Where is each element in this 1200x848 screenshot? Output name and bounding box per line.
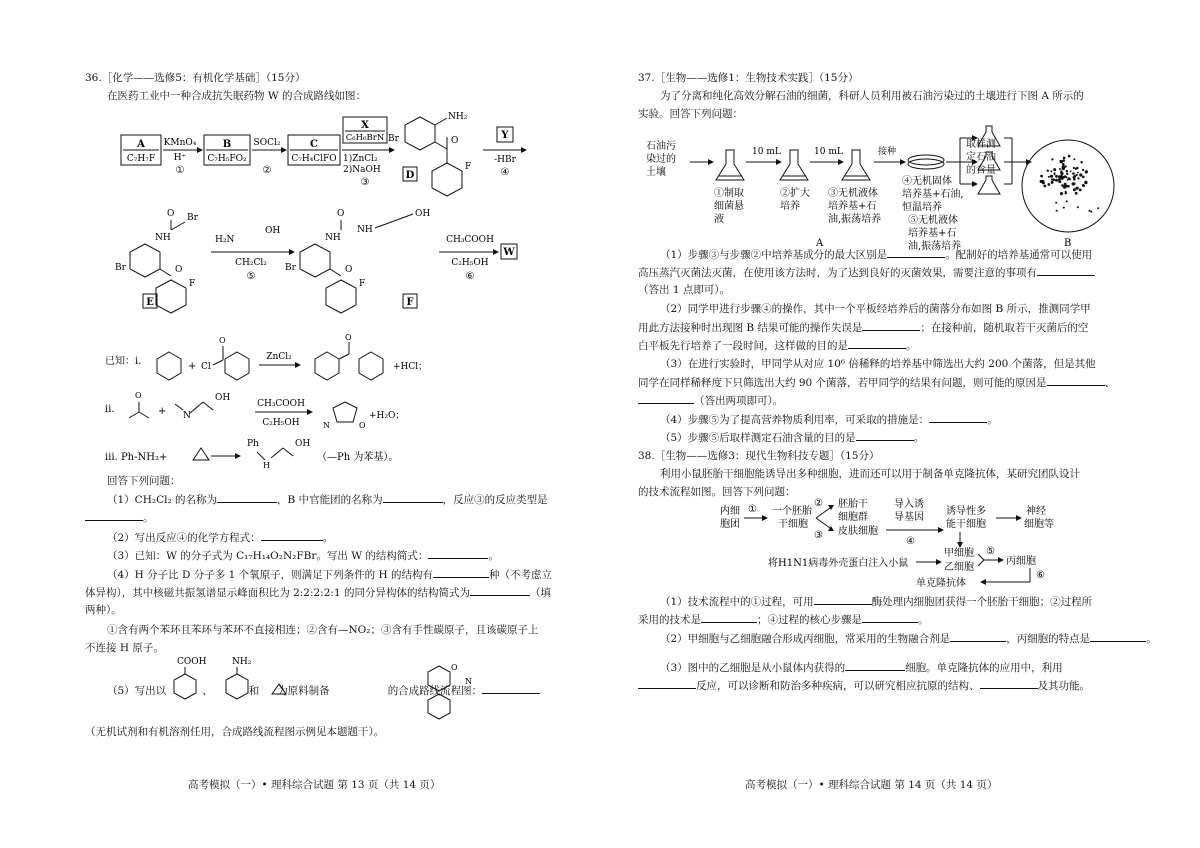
- svg-text:+: +: [158, 406, 167, 417]
- svg-text:导入诱: 导入诱: [894, 499, 924, 510]
- svg-text:O: O: [359, 421, 366, 430]
- compound-C-formula: C₇H₄ClFO: [291, 154, 337, 164]
- q37-2-line3: 白平板先行培养了一段时间，这样做的目的是 。: [638, 340, 917, 352]
- compound-B-label: B: [222, 139, 232, 150]
- colony-dot: [1080, 174, 1082, 176]
- svg-text:ⅲ. Ph-NH₂+: ⅲ. Ph-NH₂+: [105, 452, 168, 463]
- blank[interactable]: [887, 247, 945, 258]
- svg-text:OH: OH: [265, 226, 281, 236]
- svg-text:神经: 神经: [1026, 506, 1046, 517]
- colony-dot: [1064, 183, 1067, 186]
- svg-text:⑤: ⑤: [986, 546, 995, 557]
- svg-text:皮肤细胞: 皮肤细胞: [838, 526, 878, 537]
- q37-1-line3: （答出 1 点即可）。: [638, 284, 731, 296]
- svg-text:+: +: [188, 361, 197, 372]
- q37-3-line2: 同学在同样稀释度下只筛选出大约 90 个菌落，若甲同学的结果有问题，则可能的原因是 、: [638, 377, 1116, 389]
- known-reactions: [85, 332, 565, 472]
- svg-text:接种: 接种: [878, 147, 897, 157]
- blank[interactable]: [261, 530, 323, 541]
- colony-dot: [1058, 180, 1061, 183]
- q37-2-line1: （2）同学甲进行步骤④的操作，其中一个平板经培养后的菌落分布如图 B 所示，推测同学甲: [660, 303, 1091, 315]
- reagent-5-amine: H₂N: [215, 235, 235, 245]
- svg-text:Cl: Cl: [201, 362, 211, 372]
- colony-dot: [1053, 168, 1056, 171]
- blank[interactable]: [470, 585, 530, 596]
- svg-text:Br: Br: [285, 263, 296, 273]
- svg-text:导基因: 导基因: [894, 512, 924, 523]
- colony-dot: [1055, 179, 1058, 182]
- compound-X-label: X: [361, 120, 369, 131]
- q36-2: （2）写出反应④的化学方程式： 。: [107, 532, 334, 544]
- compound-X-formula: C₆H₆BrN: [345, 133, 385, 143]
- svg-text:Br: Br: [187, 213, 198, 223]
- svg-text:F: F: [465, 162, 472, 172]
- svg-text:C₂H₅OH: C₂H₅OH: [262, 418, 300, 428]
- svg-text:②: ②: [814, 498, 823, 509]
- svg-text:③: ③: [814, 530, 823, 541]
- step-4: ④: [500, 167, 510, 178]
- q38-intro-1: 利用小鼠胚胎干细胞能诱导出多种细胞，进而还可以用于制备单克隆抗体，某研究团队设计: [660, 468, 1080, 480]
- colony-dot: [1082, 176, 1085, 179]
- q38-3-line2: 反应，可以诊断和防治多种疾病，可以研究相应抗原的结构、 及其功能。: [638, 678, 1120, 694]
- colony-dot: [1069, 178, 1071, 180]
- reagent-1-acid: H⁺: [173, 153, 187, 163]
- colony-dot: [1065, 192, 1067, 194]
- svg-text:细胞等: 细胞等: [1024, 519, 1054, 530]
- blank[interactable]: [845, 660, 905, 671]
- colony-dot: [1042, 181, 1045, 184]
- colony-dot: [1066, 173, 1068, 175]
- colony-dot: [1060, 175, 1063, 178]
- q36-4-line1: （4）H 分子比 D 分子多 1 个氧原子，则满足下列条件的 H 的结构有 种（不考虑立: [107, 569, 552, 581]
- q38-title: 38.［生物——选修3：现代生物科技专题］（15分）: [638, 450, 880, 462]
- q36-3: （3）已知：W 的分子式为 C₁₇H₁₄O₂N₂FBr。写出 W 的结构简式： 。: [107, 550, 499, 562]
- colony-dot: [1056, 210, 1058, 212]
- svg-text:N: N: [323, 421, 330, 430]
- colony-dot: [1073, 167, 1075, 169]
- compound-C-label: C: [310, 139, 318, 150]
- colony-dot: [1085, 170, 1088, 173]
- q37-2-line2: 用此方法接种时出现图 B 结果可能的操作失误是 ；在接种前，随机取若干灭菌后的空: [638, 322, 1089, 334]
- svg-text:10 mL: 10 mL: [752, 147, 781, 157]
- svg-text:①: ①: [748, 504, 757, 515]
- figure-A-label: A: [816, 238, 824, 249]
- reagent-2: SOCl₂: [253, 138, 281, 148]
- reagent-5-solvent: CH₂Cl₂: [235, 258, 267, 268]
- svg-text:O: O: [345, 265, 353, 275]
- colony-dot: [1052, 178, 1055, 181]
- colony-dot: [1043, 185, 1046, 188]
- blank[interactable]: [701, 612, 757, 623]
- right-column: [638, 0, 1157, 848]
- svg-text:Br: Br: [388, 134, 399, 144]
- svg-text:F: F: [359, 279, 366, 289]
- svg-text:COOH: COOH: [177, 657, 207, 667]
- q38-3-line1: （3）图中的乙细胞是从小鼠体内获得的 细胞。单克隆抗体的应用中，利用: [660, 662, 1063, 674]
- reagent-6a: CH₃COOH: [446, 235, 494, 245]
- svg-text:OH: OH: [415, 209, 431, 219]
- svg-text:油,振荡培养: 油,振荡培养: [908, 241, 962, 252]
- q5-structures: [85, 656, 565, 716]
- colony-dot: [1066, 176, 1068, 178]
- reagent-4: -HBr: [494, 155, 516, 165]
- synthesis-scheme-1: [85, 105, 565, 195]
- svg-text:胚胎干: 胚胎干: [838, 499, 868, 510]
- colony-dot: [1072, 172, 1075, 175]
- q36-1-line: （1）CH₂Cl₂ 的名称为 ，B 中官能团的名称为 ，反应③的反应类型是: [107, 494, 548, 506]
- colony-dot: [1060, 173, 1062, 175]
- colony-dot: [1059, 168, 1061, 170]
- svg-text:⑤无机液体: ⑤无机液体: [908, 215, 958, 226]
- colony-dot: [1055, 202, 1057, 204]
- blank[interactable]: [856, 430, 914, 441]
- svg-text:NH: NH: [357, 225, 373, 235]
- blank[interactable]: [848, 338, 906, 349]
- q36-title: 36.［化学——选修5：有机化学基础］（15分）: [85, 72, 306, 84]
- colony-dot: [1062, 176, 1064, 178]
- svg-text:（—Ph 为苯基）。: （—Ph 为苯基）。: [317, 452, 399, 463]
- step-3: ③: [360, 177, 370, 188]
- colony-dot: [1055, 175, 1058, 178]
- measure-text: 取样测 定石油 的含量: [966, 139, 996, 176]
- colony-dot: [1047, 183, 1050, 186]
- q37-1-line1: （1）步骤③与步骤②中培养基成分的最大区别是 。配制好的培养基通常可以使用: [660, 249, 1093, 261]
- svg-text:诱导性多: 诱导性多: [946, 506, 986, 517]
- svg-text:细菌悬: 细菌悬: [714, 201, 744, 212]
- page-footer-14: 高考模拟（一）• 理科综合试题 第 14 页（共 14 页）: [745, 779, 998, 791]
- q37-3-line3: （答出两项即可）。: [638, 393, 1120, 409]
- q37-4: （4）步骤⑤为了提高营养物质利用率，可采取的措施是： 。: [660, 414, 998, 426]
- colony-dot: [1051, 158, 1053, 160]
- colony-dot: [1083, 185, 1085, 187]
- step-6: ⑥: [465, 271, 475, 282]
- colony-dot: [1076, 167, 1078, 169]
- blank[interactable]: [814, 594, 872, 605]
- q36-4-line2: 体异构），其中核磁共振氢谱显示峰面积比为 2:2:2:2:1 的同分异构体的结构简式为 （填: [85, 587, 551, 599]
- page-footer-13: 高考模拟（一）• 理科综合试题 第 13 页（共 14 页）: [188, 779, 441, 791]
- q36-4-line3: 两种）。: [85, 604, 122, 616]
- svg-text:Ph: Ph: [247, 439, 259, 449]
- colony-dot: [1090, 211, 1092, 213]
- svg-text:NH₂: NH₂: [448, 112, 468, 122]
- q36-1-line2: 。: [85, 510, 565, 526]
- known-i-label: 已知：ⅰ.: [105, 356, 142, 367]
- svg-text:能干细胞: 能干细胞: [946, 519, 986, 530]
- svg-text:OH: OH: [215, 393, 231, 403]
- svg-text:ZnCl₂: ZnCl₂: [266, 352, 292, 362]
- svg-text:③无机液体: ③无机液体: [828, 188, 878, 199]
- svg-text:O: O: [135, 391, 142, 400]
- q37-intro-1: 为了分离和纯化高效分解石油的细菌，科研人员利用被石油污染过的土壤进行下图 A 所示的: [660, 90, 1084, 102]
- svg-text:细胞群: 细胞群: [838, 512, 868, 523]
- svg-text:单克隆抗体: 单克隆抗体: [916, 578, 966, 589]
- blank[interactable]: [638, 678, 696, 689]
- colony-dot: [1070, 171, 1072, 173]
- colony-dot: [1060, 160, 1063, 163]
- svg-text:培养基+石: 培养基+石: [828, 201, 877, 212]
- svg-text:干细胞: 干细胞: [778, 519, 808, 530]
- q37-title: 37.［生物——选修1：生物技术实践］（15分）: [638, 72, 859, 84]
- q36-5-line: （5）写出以 、 和 为原料制备 的合成路线流程图：: [85, 683, 565, 699]
- svg-text:+H₂O；: +H₂O；: [369, 411, 405, 421]
- colony-dot: [1060, 170, 1062, 172]
- svg-text:NH: NH: [325, 233, 341, 243]
- colony-dot: [1063, 157, 1066, 160]
- q37-3-line1: （3）在进行实验时，甲同学从对应 10⁶ 倍稀释的培养基中筛选出大约 200 个菌落，但是其他: [660, 358, 1096, 370]
- svg-text:O: O: [219, 336, 226, 345]
- compound-F-label: F: [406, 297, 414, 308]
- colony-dot: [1048, 176, 1050, 178]
- blank[interactable]: [1037, 265, 1095, 276]
- svg-text:O: O: [451, 663, 458, 672]
- svg-text:甲细胞: 甲细胞: [944, 548, 974, 559]
- q37-intro-2: 实验。回答下列问题：: [638, 108, 743, 120]
- colony-dot: [1063, 207, 1065, 209]
- colony-dot: [1060, 192, 1063, 195]
- compound-E-label: E: [146, 297, 154, 308]
- colony-dot: [1073, 178, 1076, 181]
- colony-dot: [1084, 181, 1087, 184]
- svg-text:将H1N1病毒外壳蛋白注入小鼠: 将H1N1病毒外壳蛋白注入小鼠: [768, 558, 909, 569]
- q37-1-line2: 高压蒸汽灭菌法灭菌，在使用该方法时，为了达到良好的灭菌效果，需要注意的事项有: [638, 265, 1120, 281]
- colony-dot: [1054, 174, 1056, 176]
- reagent-6b: C₂H₅OH: [451, 258, 489, 268]
- colony-dot: [1075, 192, 1078, 195]
- svg-text:恒温培养: 恒温培养: [902, 202, 942, 213]
- figure-B-plate: [1020, 138, 1120, 248]
- svg-text:土壤: 土壤: [646, 167, 666, 178]
- q38-1-line2: 采用的技术是 ；④过程的核心步骤是 。: [638, 614, 929, 626]
- colony-dot: [1066, 200, 1068, 202]
- svg-text:ⅱ.: ⅱ.: [105, 404, 115, 415]
- compound-A-label: A: [137, 139, 145, 150]
- colony-dot: [1077, 172, 1079, 174]
- colony-dot: [1079, 189, 1082, 192]
- svg-text:NH₂: NH₂: [232, 657, 252, 667]
- blank[interactable]: [1090, 631, 1146, 642]
- svg-text:丙细胞: 丙细胞: [1006, 556, 1036, 567]
- colony-dot: [1068, 155, 1071, 158]
- compound-W-label: W: [503, 247, 515, 258]
- blank[interactable]: [85, 510, 143, 521]
- colony-dot: [1061, 184, 1063, 186]
- answer-intro: 回答下列问题：: [107, 475, 181, 487]
- blank[interactable]: [980, 678, 1038, 689]
- svg-text:H: H: [263, 461, 270, 470]
- svg-text:O: O: [167, 209, 175, 219]
- svg-text:F: F: [189, 279, 196, 289]
- svg-text:N: N: [183, 411, 191, 421]
- blank[interactable]: [433, 567, 489, 578]
- colony-dot: [1082, 169, 1084, 171]
- colony-dot: [1062, 165, 1065, 168]
- colony-dot: [1073, 183, 1075, 185]
- colony-dot: [1097, 207, 1099, 209]
- colony-dot: [1076, 187, 1079, 190]
- blank[interactable]: [862, 612, 918, 623]
- svg-text:④: ④: [906, 536, 915, 547]
- compound-D-label: D: [405, 170, 415, 181]
- q36-4-cond1: ①含有两个苯环且苯环与苯环不直接相连；②含有—NO₂；③含有手性碳原子，且该碳原子上: [107, 624, 539, 636]
- svg-text:油,振荡培养: 油,振荡培养: [828, 214, 882, 225]
- compound-Y-label: Y: [501, 130, 509, 141]
- svg-text:O: O: [337, 209, 345, 219]
- svg-text:内细: 内细: [720, 506, 740, 517]
- step-5: ⑤: [246, 271, 256, 282]
- colony-dot: [1089, 210, 1091, 212]
- colony-dot: [1073, 188, 1076, 191]
- colony-dot: [1073, 175, 1076, 178]
- colony-dot: [1066, 170, 1068, 172]
- left-column: [85, 0, 565, 848]
- colony-dot: [1077, 206, 1079, 208]
- svg-text:②扩大: ②扩大: [780, 188, 810, 199]
- svg-text:N: N: [465, 677, 472, 686]
- colony-dot: [1040, 175, 1043, 178]
- colony-dot: [1062, 163, 1065, 166]
- svg-text:乙细胞: 乙细胞: [944, 562, 974, 573]
- svg-text:O: O: [345, 333, 352, 342]
- blank[interactable]: [950, 631, 1006, 642]
- svg-text:培养基+石: 培养基+石: [908, 228, 957, 239]
- blank[interactable]: [428, 548, 488, 559]
- q38-intro-2: 的技术流程如图。回答下列问题：: [638, 486, 796, 498]
- svg-text:培养: 培养: [780, 201, 800, 212]
- colony-dot: [1077, 177, 1079, 179]
- svg-text:OH: OH: [295, 439, 311, 449]
- svg-text:NH: NH: [155, 233, 171, 243]
- colony-dot: [1050, 175, 1053, 178]
- colony-dot: [1047, 170, 1049, 172]
- q36-4-cond2: 不连接 H 原子。: [85, 642, 164, 654]
- colony-dot: [1051, 181, 1054, 184]
- svg-text:培养基+石油,: 培养基+石油,: [902, 189, 964, 200]
- reagent-3a: 1)ZnCl₂: [343, 154, 378, 164]
- compound-A-formula: C₇H₇F: [126, 154, 156, 164]
- svg-text:液: 液: [714, 214, 724, 225]
- compound-B-formula: C₇H₅FO₂: [207, 154, 247, 164]
- svg-text:①制取: ①制取: [714, 188, 744, 199]
- synthesis-scheme-2: [85, 200, 565, 310]
- reagent-3b: 2)NaOH: [343, 165, 381, 175]
- reagent-1: KMnO₄: [163, 138, 197, 148]
- svg-text:④无机固体: ④无机固体: [902, 176, 952, 187]
- colony-dot: [1050, 170, 1052, 172]
- blank[interactable]: [929, 412, 987, 423]
- step-2: ②: [262, 165, 272, 176]
- blank[interactable]: [638, 393, 694, 404]
- blank[interactable]: [862, 320, 920, 331]
- figure-B-label: B: [1064, 238, 1072, 249]
- colony-dot: [1065, 185, 1067, 187]
- svg-text:10 mL: 10 mL: [814, 147, 843, 157]
- step-1: ①: [175, 165, 185, 176]
- svg-text:+HCl；: +HCl；: [393, 362, 428, 372]
- blank[interactable]: [383, 492, 443, 503]
- technology-flow-diagram: [638, 498, 1120, 588]
- colony-dot: [1073, 158, 1075, 160]
- svg-text:⑥: ⑥: [1036, 570, 1045, 581]
- q36-5-note: （无机试剂和有机溶剂任用，合成路线流程图示例见本题题干）。: [85, 726, 385, 738]
- svg-text:一个胚胎: 一个胚胎: [772, 506, 812, 517]
- q37-5: （5）步骤⑤后取样测定石油含量的目的是 。: [660, 432, 925, 444]
- svg-text:O: O: [175, 265, 183, 275]
- q36-intro: 在医药工业中一种合成抗失眠药物 W 的合成路线如图：: [107, 90, 366, 102]
- svg-text:Br: Br: [115, 263, 126, 273]
- q38-1-line1: （1）技术流程中的①过程，可用 酶处理内细胞团获得一个胚胎干细胞；②过程所: [660, 596, 1093, 608]
- compound-D-structure: [388, 112, 471, 196]
- svg-text:染过的: 染过的: [646, 154, 676, 165]
- svg-text:石油污: 石油污: [646, 141, 676, 152]
- colony-dot: [1080, 161, 1082, 163]
- blank[interactable]: [217, 492, 277, 503]
- svg-text:CH₃COOH: CH₃COOH: [257, 399, 305, 409]
- svg-text:胞团: 胞团: [720, 519, 740, 530]
- svg-text:O: O: [451, 136, 459, 146]
- q38-2: （2）甲细胞与乙细胞融合形成丙细胞，常采用的生物融合剂是 ，丙细胞的特点是 。: [660, 633, 1157, 645]
- blank[interactable]: [1047, 375, 1105, 386]
